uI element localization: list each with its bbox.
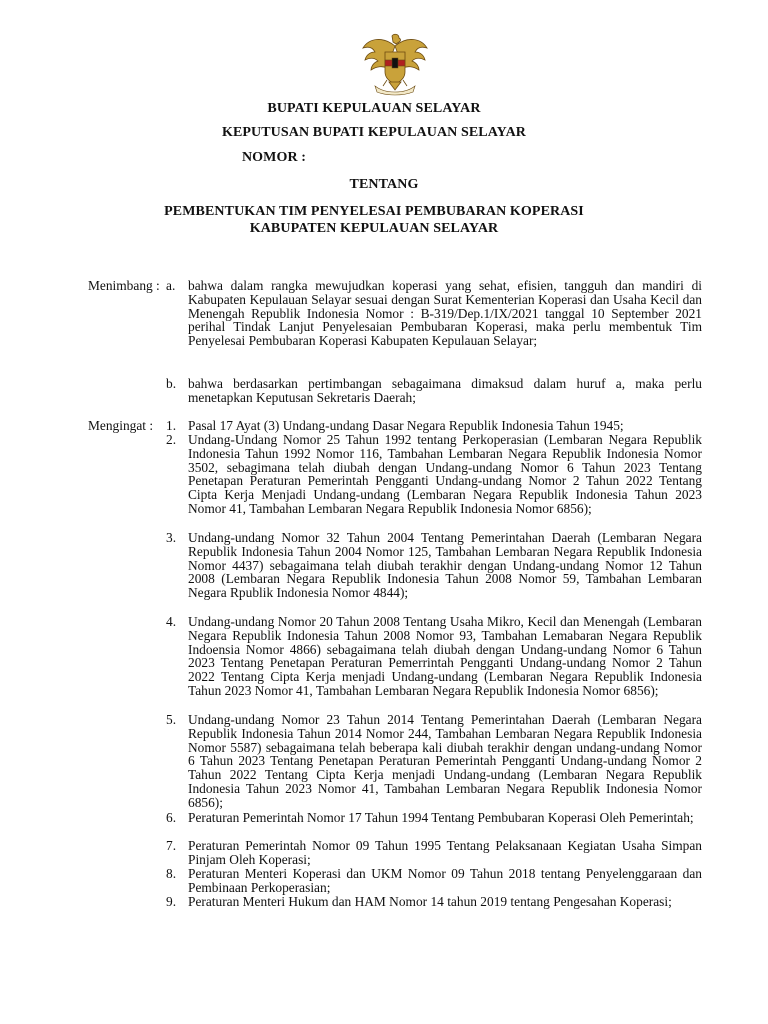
garuda-emblem-icon (359, 32, 431, 96)
item-marker: 5. (166, 712, 177, 727)
item-text: bahwa berdasarkan pertimbangan sebagaimana dimaksud dalam huruf a, maka perlu menetapkan Keputusan Sekretaris Daerah; (188, 376, 702, 405)
item-text: Undang-undang Nomor 23 Tahun 2014 Tentang Pemerintahan Daerah (Lembaran Negara Republik Indonesia Tahun 2014 Nomor 244, Tambahan Lembaran Negara Republik Indonesia Nomor 5587) sebagaimana telah beberapa kali diubah terakhir dengan undang-undang Nomor 6 Tahun 2023 Tentang Penetapan Peraturan Pemerintah Pengganti Undang-undang Nomor 2 Tahun 2022 Tentang Cipta Kerja menjadi Undang-undang (Lembaran Negara Republik Indonesia Tahun 2023 Nomor 41, Tambahan Lembaran Negara Republik Indonesia Nomor 6856); (188, 712, 702, 810)
item-text: Peraturan Pemerintah Nomor 09 Tahun 1995 Tentang Pelaksanaan Kegiatan Usaha Simpan Pinjam Oleh Koperasi; (188, 838, 702, 867)
subject-line-2: KABUPATEN KEPULAUAN SELAYAR (249, 221, 499, 236)
subject-label: TENTANG (349, 177, 419, 192)
item-text: bahwa dalam rangka mewujudkan koperasi yang sehat, efisien, tangguh dan mandiri di Kabupaten Kepulauan Selayar sesuai dengan Surat Kementerian Koperasi dan Usaha Kecil dan Menengah Republik Indonesia Nomor : B-319/Dep.1/IX/2021 tanggal 10 September 2021 perihal Tindak Lanjut Penyelesaian Pembubaran Koperasi, maka perlu membentuk Tim Penyelesai Pembubaran Koperasi Kabupaten Kepulauan Selayar; (188, 278, 702, 349)
menimbang-label: Menimbang : (88, 278, 160, 293)
item-text: Peraturan Menteri Hukum dan HAM Nomor 14 tahun 2019 tentang Pengesahan Koperasi; (188, 894, 672, 909)
item-marker: 1. (166, 418, 177, 433)
item-text: Undang-undang Nomor 32 Tahun 2004 Tentang Pemerintahan Daerah (Lembaran Negara Republik Indonesia Tahun 2004 Nomor 125, Tambahan Lembaran Negara Republik Indonesia Nomor 4437) sebagaimana telah diubah terakhir dengan Undang-undang Nomor 12 Tahun 2008 (Lembaran Negara Republik Indonesia Tahun 2008 Nomor 59, Tambahan Lembaran Negara Rpublik Indonesia Nomor 4844); (188, 530, 702, 601)
item-text: Undang-undang Nomor 20 Tahun 2008 Tentang Usaha Mikro, Kecil dan Menengah (Lembaran Negara Republik Indonesia Tahun 2008 Nomor 93, Tambahan Lemabaran Negara Republik Indoensia Nomor 4866) sebagaimana telah diubah dengan Undang-undang Nomor 6 Tahun 2023 Tentang Penetapan Peraturan Pemerrintah Pengganti Undang-undang Nomor 2 Tahun 2022 Tentang Cipta Kerja menjadi Undang-undang (Lembaran Negara Republik Indonesia Tahun 2023 Nomor 41, Tambahan Lembaran Negara Republik Indonesia Nomor 6856); (188, 614, 702, 698)
item-marker: 3. (166, 530, 177, 545)
item-marker: a. (166, 278, 176, 293)
subject-line-1: PEMBENTUKAN TIM PENYELESAI PEMBUBARAN KOPERASI (164, 204, 584, 219)
item-marker: 9. (166, 894, 177, 909)
item-text: Peraturan Menteri Koperasi dan UKM Nomor 09 Tahun 2018 tentang Penyelenggaraan dan Pembinaan Perkoperasian; (188, 866, 702, 895)
item-text: Undang-Undang Nomor 25 Tahun 1992 tentang Perkoperasian (Lembaran Negara Republik Indonesia Tahun 1992 Nomor 116, Tambahan Lembaran Negara Republik Indonesia Nomor 3502, sebagimana telah diubah dengan Undang-undang Nomor 6 Tahun 2023 Tentang Penetapan Peraturan Pemerintah Pengganti Undang-undang Nomor 2 Tahun 2022 Tentang Cipta Kerja Menjadi Undang-undang (Lembaran Negara Republik Indonesia Tahun 2023 Nomor 41, Tambahan Lembaran Negara Republik Indonesia Nomor 6856); (188, 432, 702, 516)
item-marker: 7. (166, 838, 177, 853)
item-marker: 6. (166, 810, 177, 825)
decree-number-label: NOMOR : (241, 150, 307, 165)
issuer-title: BUPATI KEPULAUAN SELAYAR (267, 101, 481, 116)
item-marker: b. (166, 376, 177, 391)
decree-title: KEPUTUSAN BUPATI KEPULAUAN SELAYAR (221, 125, 527, 140)
item-marker: 8. (166, 866, 177, 881)
item-text: Peraturan Pemerintah Nomor 17 Tahun 1994 Tentang Pembubaran Koperasi Oleh Pemerintah; (188, 810, 694, 825)
item-text: Pasal 17 Ayat (3) Undang-undang Dasar Negara Republik Indonesia Tahun 1945; (188, 418, 624, 433)
mengingat-label: Mengingat : (88, 418, 154, 433)
item-marker: 4. (166, 614, 177, 629)
item-marker: 2. (166, 432, 177, 447)
